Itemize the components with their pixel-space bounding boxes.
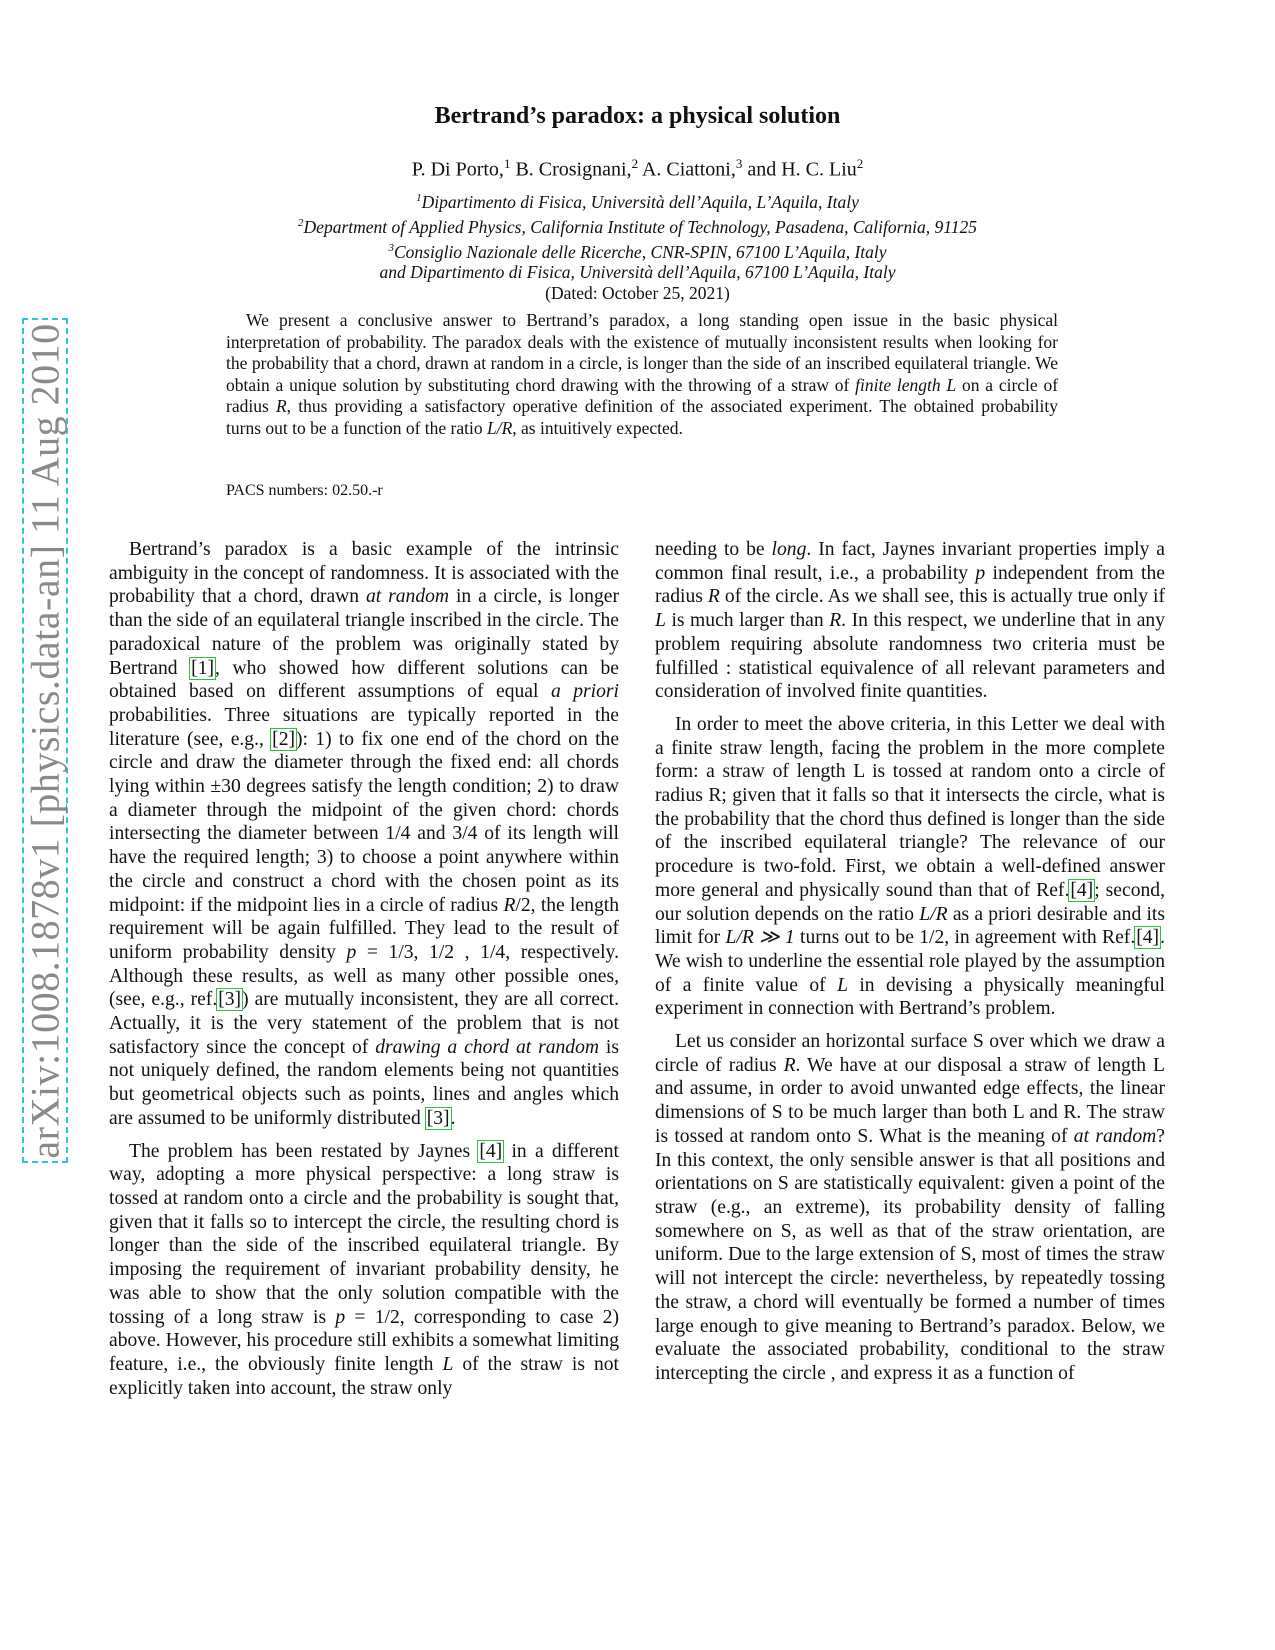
paragraph-4: In order to meet the above criteria, in this Letter we deal with a finite straw length, facing the problem in the more complete form: a straw of length L is tossed at random onto a circle of radius R; given that it falls so that it intersects the circle, what is the probability that the chord thus defined is longer than the side of the inscribed equilateral triangle? The relevance of our procedure is two-fold. First, we obtain a well-defined answer more general and physically sound than that of Ref.[4]; second, our solution depends on the ratio L/R as a priori desirable and its limit for L/R ≫ 1 turns out to be 1/2, in agreement with Ref.[4]. We wish to underline the essential role played by the assumption of a finite value of L in devising a physically meaningful experiment in connection with Bertrand’s problem. — [655, 713, 1166, 1020]
author-list: P. Di Porto,$^1$ B. Crosignani,$^2$ A. Ciattoni,$^3$ and H. C. Liu$^2$ — [411, 156, 864, 181]
paper-title: Bertrand’s paradox: a physical solution — [434, 103, 841, 129]
date-line: (Dated: October 25, 2021) — [545, 283, 730, 304]
citation-link[interactable]: [4] — [1136, 927, 1160, 949]
arxiv-sidebar-stamp — [22, 318, 68, 1163]
paragraph-2: The problem has been restated by Jaynes [4] in a different way, adopting a more physical perspective: a long straw is tossed at random onto a circle and the probability is sought that, given that it falls so to intercept the circle, the resulting chord is longer than the side of the inscribed equilateral triangle. By imposing the requirement of invariant probability density, he was able to show that the only solution compatible with the tossing of a long straw is p = 1/2, corresponding to case 2) above. However, his procedure still exhibits a somewhat limiting feature, i.e., the obviously finite length L of the straw is not explicitly taken into account, the straw only — [109, 1140, 619, 1399]
affiliation-1: $^1$Dipartimento di Fisica, Università dell’Aquila, L’Aquila, Italy — [416, 191, 859, 212]
pacs-numbers: PACS numbers: 02.50.-r — [226, 482, 383, 499]
citation-link[interactable]: [1] — [191, 657, 215, 679]
affiliations — [0, 188, 1275, 304]
paragraph-1: Bertrand’s paradox is a basic example of the intrinsic ambiguity in the concept of randomness. It is associated with the probability that a chord, drawn at random in a circle, is longer than the side of an equilateral triangle inscribed in the circle. The paradoxical nature of the problem was originally stated by Bertrand [1], who showed how different solutions can be obtained based on different assumptions of equal a priori probabilities. Three situations are typically reported in the literature (see, e.g., [2]): 1) to fix one end of the chord on the circle and draw the diameter through the fixed end: all chords lying within ±30 degrees satisfy the length condition; 2) to draw a diameter through the midpoint of the given chord: chords intersecting the diameter between 1/4 and 3/4 of its length will have the required length; 3) to choose a point anywhere within the circle and construct a chord with the chosen point as its midpoint: if the midpoint lies in a circle of radius R/2, the length requirement will be again fulfilled. They lead to the result of uniform probability density p = 1/3, 1/2 , 1/4, respectively. Although these results, as well as many other possible ones, (see, e.g., ref.[3]) are mutually inconsistent, they are all correct. Actually, it is the very statement of the problem that is not satisfactory since the concept of drawing a chord at random is not uniquely defined, the random elements being not quantities but geometrical objects such as points, lines and angles which are assumed to be uniformly distributed [3]. — [109, 539, 620, 1129]
citation-link[interactable]: [3] — [218, 989, 242, 1011]
paragraph-3: needing to be long. In fact, Jaynes invariant properties imply a common final result, i.e., a probability p independent from the radius R of the circle. As we shall see, this is actually true only if L is much larger than R. In this respect, we underline that in any problem requiring absolute randomness two criteria must be fulfilled : statistical equivalence of all relevant parameters and consideration of involved finite quantities. — [655, 539, 1166, 703]
citation-link[interactable]: [3] — [426, 1107, 450, 1129]
left-column — [109, 538, 619, 1409]
affiliation-2: $^2$Department of Applied Physics, California Institute of Technology, Pasadena, California, 91125 — [298, 216, 977, 237]
arxiv-identifier: arXiv:1008.1878v1 [physics.data-an] 11 Aug 2010 — [22, 322, 68, 1159]
citation-link[interactable]: [4] — [1070, 879, 1094, 901]
citation-link[interactable]: [2] — [272, 728, 296, 750]
paragraph-5: Let us consider an horizontal surface S over which we draw a circle of radius R. We have at our disposal a straw of length L and assume, in order to avoid unwanted edge effects, the linear dimensions of S to be much larger than both L and R. The straw is tossed at random onto S. What is the meaning of at random? In this context, the only sensible answer is that all positions and orientations on S are statistically equivalent: given a point of the straw (e.g., an extreme), its probability density of falling somewhere on S, as well as that of the straw orientation, are uniform. Due to the large extension of S, most of times the straw will not intercept the circle: nevertheless, by repeatedly tossing the straw, a chord will eventually be formed a number of times large enough to give meaning to Bertrand’s paradox. Below, we evaluate the associated probability, conditional to the straw intercepting the circle , and express it as a function of — [655, 1031, 1165, 1384]
affiliation-4: and Dipartimento di Fisica, Università dell’Aquila, 67100 L’Aquila, Italy — [379, 262, 896, 283]
right-column — [655, 538, 1165, 1395]
affiliation-3: $^3$Consiglio Nazionale delle Ricerche, CNR-SPIN, 67100 L’Aquila, Italy — [388, 241, 887, 262]
abstract: We present a conclusive answer to Bertrand’s paradox, a long standing open issue in the basic physical interpretation of probability. The paradox deals with the existence of mutually inconsistent results when looking for the probability that a chord, drawn at random in a circle, is longer than the side of an inscribed equilateral triangle. We obtain a unique solution by substituting chord drawing with the throwing of a straw of finite length L on a circle of radius R, thus providing a satisfactory operative definition of the associated experiment. The obtained probability turns out to be a function of the ratio L/R, as intuitively expected. — [226, 310, 1059, 438]
citation-link[interactable]: [4] — [479, 1140, 503, 1162]
